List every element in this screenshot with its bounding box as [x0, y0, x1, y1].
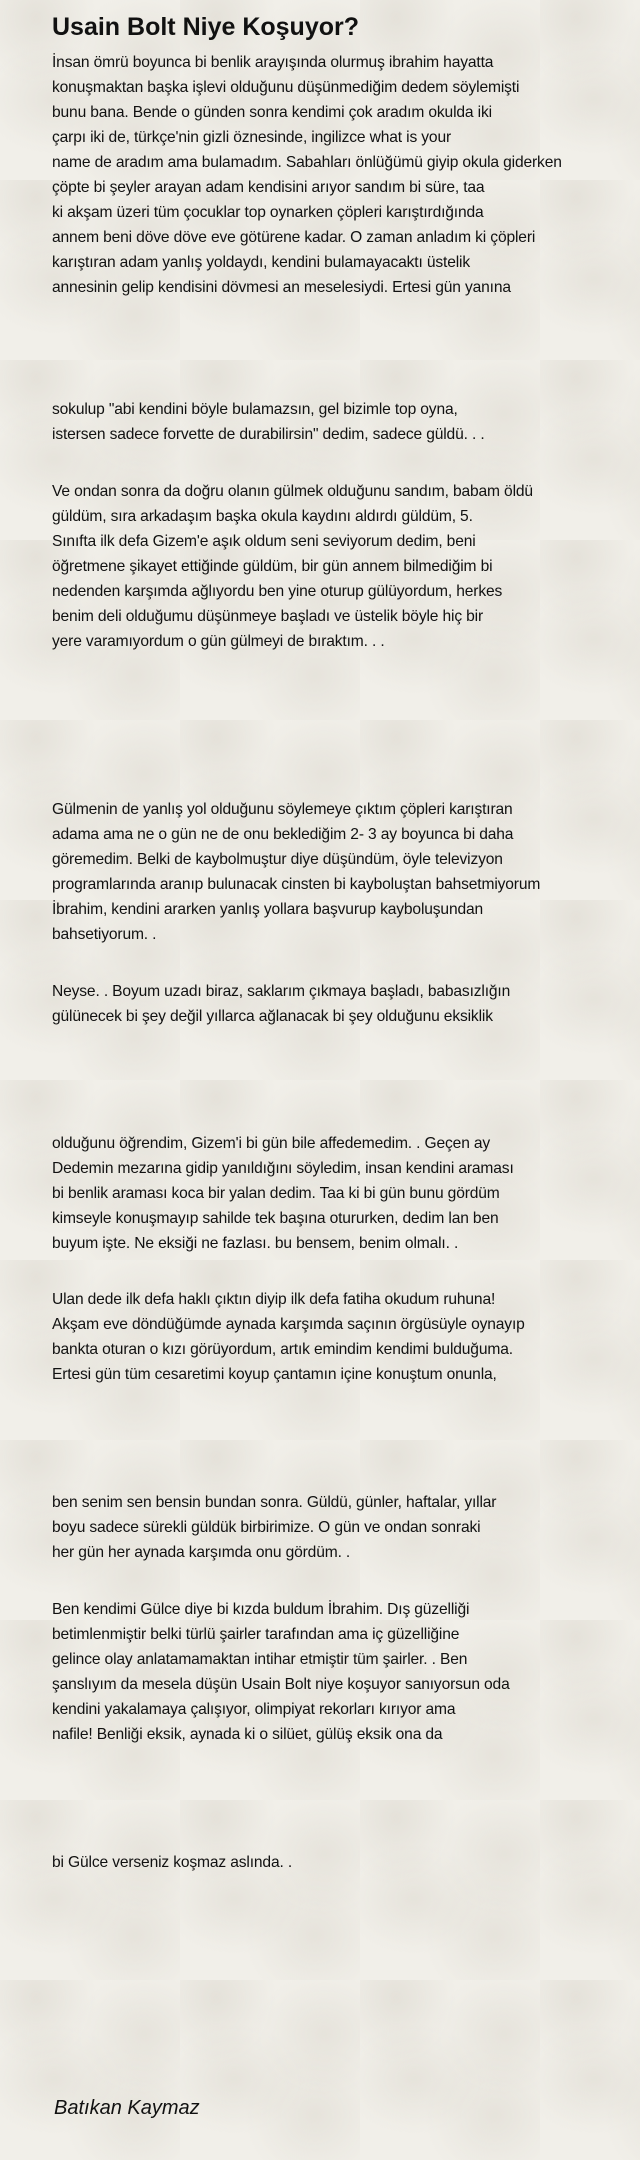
poem-line: annem beni döve döve eve götürene kadar. O zaman anladım ki çöpleri	[52, 229, 536, 246]
poem-line: gelince olay anlatamamaktan intihar etmiştir tüm şairler. . Ben	[52, 1651, 468, 1668]
poem-line: Dedemin mezarına gidip yanıldığını söyledim, insan kendini araması	[52, 1160, 514, 1177]
poem-line: bi benlik araması koca bir yalan dedim. Taa ki bi gün bunu gördüm	[52, 1185, 500, 1202]
poem-line: nafile! Benliği eksik, aynada ki o silüet, gülüş eksik ona da	[52, 1726, 443, 1743]
poem-line: kimseyle konuşmayıp sahilde tek başına otururken, dedim lan ben	[52, 1210, 499, 1227]
poem-line: benim deli olduğumu düşünmeye başladı ve üstelik böyle hiç bir	[52, 608, 484, 625]
poem-line: çöpte bi şeyler arayan adam kendisini arıyor sandım bi süre, taa	[52, 179, 485, 196]
poem-line: Ulan dede ilk defa haklı çıktın diyip ilk defa fatiha okudum ruhuna!	[52, 1291, 496, 1308]
poem-line: öğretmene şikayet ettiğinde güldüm, bir gün annem bilmediğim bi	[52, 558, 493, 575]
poem-line: şanslıyım da mesela düşün Usain Bolt niye koşuyor sanıyorsun oda	[52, 1676, 510, 1693]
poem-line: gülünecek bi şey değil yıllarca ağlanacak bi şey olduğunu eksiklik	[52, 1008, 493, 1025]
poem-line: İbrahim, kendini ararken yanlış yollara başvurup kayboluşundan	[52, 901, 484, 918]
poem-line: göremedim. Belki de kaybolmuştur diye düşündüm, öyle televizyon	[52, 851, 503, 868]
poem-line: olduğunu öğrendim, Gizem'i bi gün bile affedemedim. . Geçen ay	[52, 1135, 491, 1152]
poem-line: Neyse. . Boyum uzadı biraz, saklarım çıkmaya başladı, babasızlığın	[52, 983, 511, 1000]
poem-line: programlarında aranıp bulunacak cinsten bi kayboluştan bahsetmiyorum	[52, 876, 541, 893]
poem-line: name de aradım ama bulamadım. Sabahları önlüğümü giyip okula giderken	[52, 154, 562, 171]
poem-line: Ertesi gün tüm cesaretimi koyup çantamın içine konuştum onunla,	[52, 1366, 497, 1383]
poem-line: ben senim sen bensin bundan sonra. Güldü, günler, haftalar, yıllar	[52, 1494, 497, 1511]
poem-line: Sınıfta ilk defa Gizem'e aşık oldum seni seviyorum dedim, beni	[52, 533, 476, 550]
poem-line: bahsetiyorum. .	[52, 926, 157, 943]
poem-line: karıştıran adam yanlış yoldaydı, kendini bulamayacaktı üstelik	[52, 254, 471, 271]
poem-line: konuşmaktan başka işlevi olduğunu düşünmediğim dedem söylemişti	[52, 79, 520, 96]
poem-line: bankta oturan o kızı görüyordum, artık emindim kendimi bulduğuma.	[52, 1341, 513, 1358]
poem-line: kendini yakalamaya çalışıyor, olimpiyat rekorları kırıyor ama	[52, 1701, 456, 1718]
author-signature: Batıkan Kaymaz	[54, 2097, 200, 2119]
poem-line: yere varamıyordum o gün gülmeyi de bıraktım. . .	[52, 633, 385, 650]
poem-line: adama ama ne o gün ne de onu beklediğim 2- 3 ay boyunca bi daha	[52, 826, 514, 843]
poem-line: güldüm, sıra arkadaşım başka okula kaydını aldırdı güldüm, 5.	[52, 508, 473, 525]
poem-line: boyu sadece sürekli güldük birbirimize. O gün ve ondan sonraki	[52, 1519, 481, 1536]
poem-line: sokulup "abi kendini böyle bulamazsın, gel bizimle top oyna,	[52, 401, 458, 418]
poem-line: annesinin gelip kendisini dövmesi an meselesiydi. Ertesi gün yanına	[52, 279, 511, 296]
poem-line: ki akşam üzeri tüm çocuklar top oynarken çöpleri karıştırdığında	[52, 204, 484, 221]
poem-line: her gün her aynada karşımda onu gördüm. .	[52, 1544, 351, 1561]
poem-title: Usain Bolt Niye Koşuyor?	[52, 13, 359, 41]
poem-line: bunu bana. Bende o günden sonra kendimi çok aradım okulda iki	[52, 104, 492, 121]
poem-line: Ve ondan sonra da doğru olanın gülmek olduğunu sandım, babam öldü	[52, 483, 533, 500]
poem-line: istersen sadece forvette de durabilirsin" dedim, sadece güldü. . .	[52, 426, 485, 443]
poem-line: bi Gülce verseniz koşmaz aslında. .	[52, 1854, 293, 1871]
poem-line: nedenden karşımda ağlıyordu ben yine oturup gülüyordum, herkes	[52, 583, 503, 600]
poem-line: çarpı iki de, türkçe'nin gizli öznesinde, ingilizce what is your	[52, 129, 452, 146]
poem-line: betimlenmiştir belki türlü şairler tarafından ama iç güzelliğine	[52, 1626, 460, 1643]
poem-line: Akşam eve döndüğümde aynada karşımda saçının örgüsüyle oynayıp	[52, 1316, 525, 1333]
poem-line: İnsan ömrü boyunca bi benlik arayışında olurmuş ibrahim hayatta	[52, 54, 494, 71]
poem-line: buyum işte. Ne eksiği ne fazlası. bu bensem, benim olmalı. .	[52, 1235, 459, 1252]
poem-line: Gülmenin de yanlış yol olduğunu söylemeye çıktım çöpleri karıştıran	[52, 801, 513, 818]
poem-line: Ben kendimi Gülce diye bi kızda buldum İbrahim. Dış güzelliği	[52, 1601, 470, 1618]
